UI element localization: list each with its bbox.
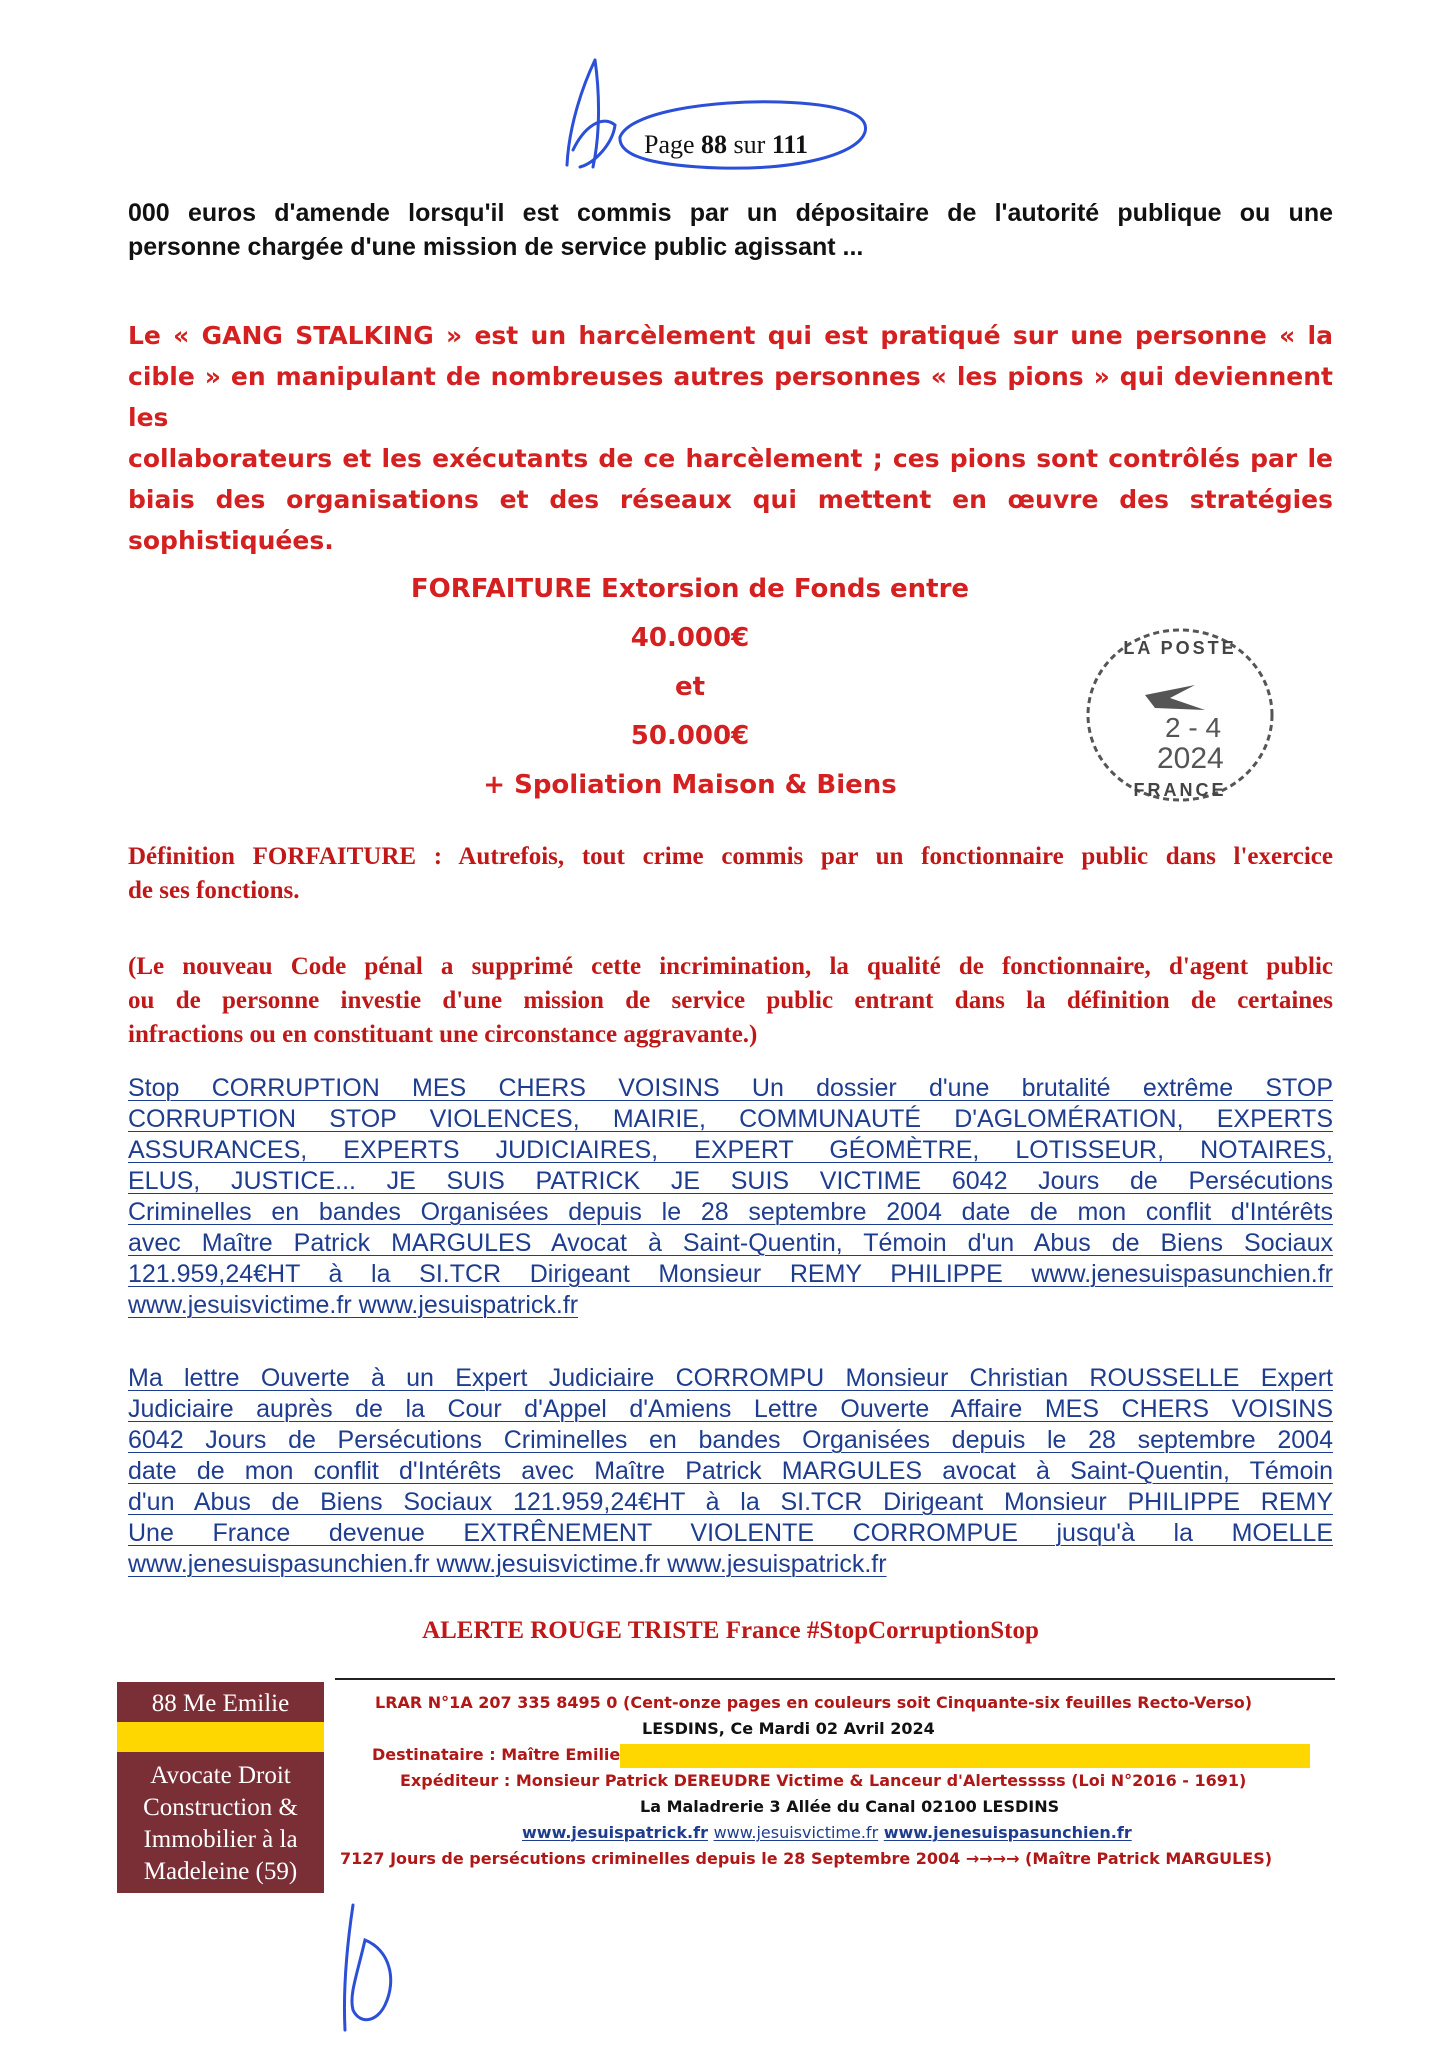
gang-stalking-line: collaborateurs et les exécutants de ce harcèlement ; ces pions sont contrôlés par le [128,444,1333,473]
gang-stalking-line: cible » en manipulant de nombreuses autres personnes « les pions » qui deviennent les [128,362,1333,432]
gang-stalking-line: sophistiquées. [128,526,334,555]
code-penal-line: infractions ou en constituant une circonstance aggravante.) [128,1021,758,1048]
gang-stalking-line: Le « GANG STALKING » est un harcèlement qui est pratiqué sur une personne « la [128,321,1333,350]
link-line[interactable]: avec Maître Patrick MARGULES Avocat à Saint-Quentin, Témoin d'un Abus de Biens Sociaux [128,1229,1333,1257]
link-line[interactable]: Stop CORRUPTION MES CHERS VOISINS Un dossier d'une brutalité extrême STOP [128,1074,1333,1102]
forfaiture-and: et [674,672,706,702]
footer-destinataire-redaction [620,1744,1310,1768]
gang-stalking-paragraph [128,315,1333,561]
footer-address: La Maladrerie 3 Allée du Canal 02100 LESDINS [640,1797,1060,1816]
footer-box-line3: Construction & [143,1794,298,1821]
link-paragraph-1[interactable] [128,1073,1333,1321]
link-line[interactable]: 6042 Jours de Persécutions Criminelles en bandes Organisées depuis le 28 septembre 2004 [128,1426,1333,1454]
footer-site-link[interactable]: www.jesuispatrick.fr [522,1823,708,1842]
code-penal-line: ou de personne investie d'une mission de service public entrant dans la définition de certaines [128,987,1333,1014]
link-line[interactable]: date de mon conflit d'Intérêts avec Maître Patrick MARGULES avocat à Saint-Quentin, Témoin [128,1457,1333,1485]
page-number [644,130,808,160]
definition-line: de ses fonctions. [128,877,300,904]
code-penal-line: (Le nouveau Code pénal a supprimé cette incrimination, la qualité de fonctionnaire, d'agent public [128,953,1333,980]
footer-info [340,1690,1340,1872]
definition-line: Définition FORFAITURE : Autrefois, tout crime commis par un fonctionnaire public dans l'exercice [128,843,1333,870]
forfaiture-block [380,565,1000,810]
footer-box-line2: Avocate Droit [150,1762,291,1789]
handwritten-initials-bottom [335,1900,405,2040]
link-paragraph-2[interactable] [128,1363,1333,1580]
link-line[interactable]: www.jesuisvictime.fr www.jesuispatrick.fr [128,1291,579,1319]
link-line[interactable]: d'un Abus de Biens Sociaux 121.959,24€HT à la SI.TCR Dirigeant Monsieur PHILIPPE REMY [128,1488,1333,1516]
stamp-date-line2: 2024 [1157,742,1224,775]
forfaiture-amount-1: 40.000€ [630,623,750,653]
link-line[interactable]: Une France devenue EXTRÊNEMENT VIOLENTE CORROMPUE jusqu'à la MOELLE [128,1519,1333,1547]
footer-destinataire-label: Destinataire : Maître Emilie [372,1745,621,1764]
intro-line: 000 euros d'amende lorsqu'il est commis par un dépositaire de l'autorité publique ou une [128,199,1333,227]
stamp-top-text: LA POSTE [1123,638,1237,658]
link-line[interactable]: Ma lettre Ouverte à un Expert Judiciaire CORROMPU Monsieur Christian ROUSSELLE Expert [128,1364,1333,1392]
footer-divider [335,1678,1335,1680]
link-line[interactable]: ELUS, JUSTICE... JE SUIS PATRICK JE SUIS VICTIME 6042 Jours de Persécutions [128,1167,1333,1195]
footer-site-link[interactable]: www.jesuisvictime.fr [713,1823,879,1842]
forfaiture-amount-2: 50.000€ [630,721,750,751]
footer-recipient-box [117,1682,324,1893]
footer-destinataire [340,1742,1340,1768]
footer-box-line5: Madeleine (59) [143,1858,298,1885]
postal-stamp [1075,620,1285,810]
page-separator: sur [733,130,766,159]
link-line[interactable]: ASSURANCES, EXPERTS JUDICIAIRES, EXPERT GÉOMÈTRE, LOTISSEUR, NOTAIRES, [128,1136,1333,1164]
alert-line: ALERTE ROUGE TRISTE France #StopCorruptionStop [422,1617,1039,1644]
page-current: 88 [701,130,728,159]
footer-place-date: LESDINS, Ce Mardi 02 Avril 2024 [642,1719,935,1738]
intro-paragraph [128,196,1333,264]
stamp-date-line1: 2 - 4 [1165,712,1222,743]
page-total: 111 [771,130,808,159]
link-line[interactable]: CORRUPTION STOP VIOLENCES, MAIRIE, COMMUNAUTÉ D'AGLOMÉRATION, EXPERTS [128,1105,1333,1133]
link-line[interactable]: 121.959,24€HT à la SI.TCR Dirigeant Monsieur REMY PHILIPPE www.jenesuispasunchien.fr [128,1260,1333,1288]
link-line[interactable]: www.jenesuispasunchien.fr www.jesuisvictime.fr www.jesuispatrick.fr [128,1550,887,1578]
footer-persecutions: 7127 Jours de persécutions criminelles depuis le 28 Septembre 2004 →→→→ (Maître Patrick MARGULES) [340,1849,1273,1868]
forfaiture-spoliation: + Spoliation Maison & Biens [483,770,897,800]
link-line[interactable]: Criminelles en bandes Organisées depuis le 28 septembre 2004 date de mon conflit d'Intérêts [128,1198,1333,1226]
footer-site-link[interactable]: www.jenesuispasunchien.fr [883,1823,1132,1842]
footer-expediteur: Expéditeur : Monsieur Patrick DEREUDRE Victime & Lanceur d'Alertesssss (Loi N°2016 - 1691) [400,1771,1247,1790]
intro-line: personne chargée d'une mission de service public agissant ... [128,233,864,261]
footer-box-line4: Immobilier à la [143,1826,298,1853]
stamp-bottom-text: FRANCE [1133,780,1227,800]
definition-paragraph [128,840,1333,908]
link-line[interactable]: Judiciaire auprès de la Cour d'Appel d'Amiens Lettre Ouverte Affaire MES CHERS VOISINS [128,1395,1333,1423]
footer-box-redaction [117,1722,324,1752]
forfaiture-title: FORFAITURE Extorsion de Fonds entre [410,574,970,604]
footer-websites [340,1820,1340,1846]
footer-box-line1: 88 Me Emilie [151,1690,290,1717]
code-penal-paragraph [128,950,1333,1052]
footer-lrar: LRAR N°1A 207 335 8495 0 (Cent-onze pages en couleurs soit Cinquante-six feuilles Recto-Verso) [375,1693,1253,1712]
gang-stalking-line: biais des organisations et des réseaux qui mettent en œuvre des stratégies [128,485,1333,514]
page-label: Page [644,130,695,159]
